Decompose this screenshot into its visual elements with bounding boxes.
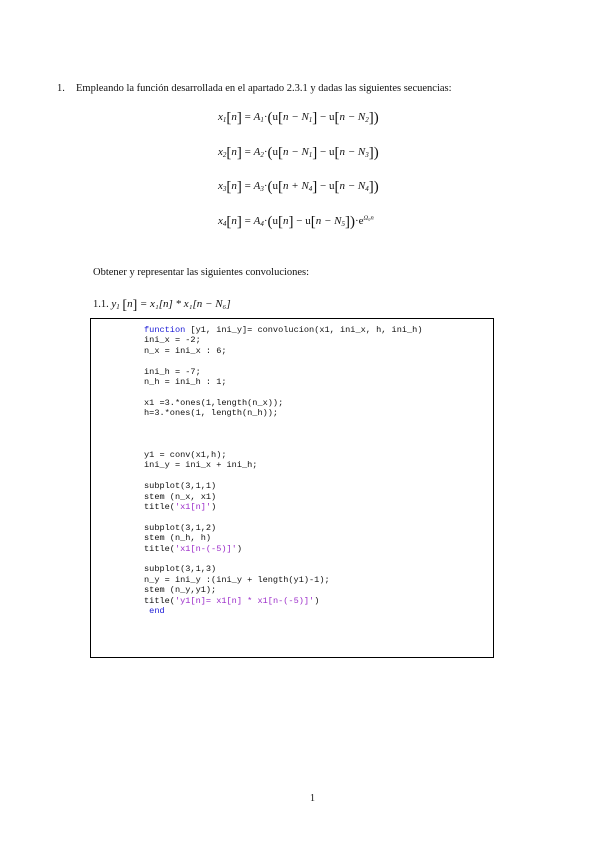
page-number: 1 [310, 793, 315, 804]
eq-term1: u [272, 180, 279, 192]
subproblem-number: 1.1. [93, 299, 109, 310]
code-listing [90, 318, 494, 658]
equation-2: $x_2[n] = A_2\cdot(u[n - N_1] - u[n - N_3])$ [218, 145, 379, 161]
code-line: title('y1[n]= x1[n] * x1[n-(-5)]') [144, 595, 320, 606]
subproblem-lhs-sub: 1 [116, 303, 120, 311]
eq-arg: n [231, 146, 237, 158]
eq-arg1: n − N [283, 146, 309, 158]
problem-intro: Empleando la función desarrollada en el apartado 2.3.1 y dadas las siguientes secuencias: [76, 83, 452, 94]
code-line: subplot(3,1,1) [144, 481, 217, 492]
code-line: n_h = ini_h : 1; [144, 377, 227, 388]
code-line: h=3.*ones(1, length(n_h)); [144, 408, 279, 419]
eq-arg2-sub: 4 [365, 185, 369, 193]
eq-arg1-sub: 1 [308, 151, 313, 159]
eq-arg1: n − N [283, 111, 309, 123]
code-line: subplot(3,1,3) [144, 564, 217, 575]
eq-arg2: n − N [315, 215, 342, 227]
eq-term2: u [329, 111, 335, 123]
eq-lhs: x [218, 146, 223, 158]
eq-amp-sub: 4 [260, 220, 264, 228]
eq-term2: u [329, 146, 335, 158]
eq-arg2-sub: 2 [365, 116, 369, 124]
eq-arg: n [231, 215, 237, 227]
eq-lhs-sub: 1 [222, 116, 227, 124]
eq-exponent: Ω₀n [363, 214, 374, 222]
eq-amp-sub: 3 [260, 185, 264, 193]
eq-term2: u [305, 215, 311, 227]
code-block [144, 325, 423, 616]
eq-amp: A [253, 146, 261, 158]
eq-term1: u [272, 111, 279, 123]
eq-arg1: n [283, 215, 289, 227]
eq-arg1-sub: 1 [308, 116, 313, 124]
eq-tail: ·e [355, 215, 364, 227]
instruction-text: Obtener y representar las siguientes convoluciones: [93, 267, 310, 278]
code-line: ini_x = -2; [144, 335, 201, 346]
code-line: stem (n_h, h) [144, 533, 212, 544]
eq-arg2: n − N [339, 180, 366, 192]
eq-arg: n [231, 111, 237, 123]
subproblem-lhs-symbol: y [111, 298, 117, 310]
eq-arg1-sub: 4 [308, 185, 313, 193]
eq-lhs-sub: 2 [222, 151, 227, 159]
eq-amp: A [253, 111, 261, 123]
code-line: ini_y = ini_x + ini_h; [144, 460, 258, 471]
eq-amp: A [253, 215, 261, 227]
eq-arg1: n + N [283, 180, 309, 192]
code-line: y1 = conv(x1,h); [144, 449, 227, 460]
code-line: title('x1[n]') [144, 501, 217, 512]
equation-4: $x_4[n] = A_4\cdot(u[n] - u[n - N_5])\cdot e^{\Omega_0n}$ [218, 214, 374, 230]
eq-arg2: n − N [339, 111, 366, 123]
eq-arg2-sub: 5 [341, 220, 345, 228]
code-line: stem (n_x, x1) [144, 491, 217, 502]
code-line: ini_h = -7; [144, 366, 201, 377]
code-line: stem (n_y,y1); [144, 585, 217, 596]
equation-3: $x_3[n] = A_3\cdot(u[n + N_4] - u[n - N_4])$ [218, 179, 379, 195]
eq-lhs: x [218, 215, 223, 227]
eq-term1: u [272, 215, 279, 227]
eq-amp: A [253, 180, 261, 192]
code-line: title('x1[n-(-5)]') [144, 543, 243, 554]
eq-lhs-sub: 4 [222, 220, 227, 228]
code-line: n_y = ini_y :(ini_y + length(y1)-1); [144, 574, 330, 585]
code-line: end [149, 605, 165, 616]
eq-amp-sub: 2 [260, 151, 264, 159]
eq-lhs-sub: 3 [222, 185, 227, 193]
eq-arg2-sub: 3 [365, 151, 369, 159]
equation-1: $x_1[n] = A_1\cdot(u[n - N_1] - u[n - N_2])$ [218, 110, 379, 126]
eq-amp-sub: 1 [260, 116, 264, 124]
eq-arg: n [231, 180, 237, 192]
subproblem-heading: 1.1. $y_1$ [n] = x₁[n] * x₁[n − N₆] [93, 298, 231, 313]
eq-term2: u [329, 180, 335, 192]
eq-arg2: n − N [339, 146, 366, 158]
eq-lhs: x [218, 111, 223, 123]
eq-term1: u [272, 146, 279, 158]
code-line: x1 =3.*ones(1,length(n_x)); [144, 397, 284, 408]
problem-number: 1. [57, 83, 65, 94]
code-line: function [y1, ini_y]= convolucion(x1, ini_x, h, ini_h) [144, 325, 423, 335]
subproblem-rhs: = x₁[n] * x₁[n − N₆] [139, 298, 231, 310]
code-line: n_x = ini_x : 6; [144, 345, 227, 356]
code-line: subplot(3,1,2) [144, 522, 217, 533]
eq-lhs: x [218, 180, 223, 192]
